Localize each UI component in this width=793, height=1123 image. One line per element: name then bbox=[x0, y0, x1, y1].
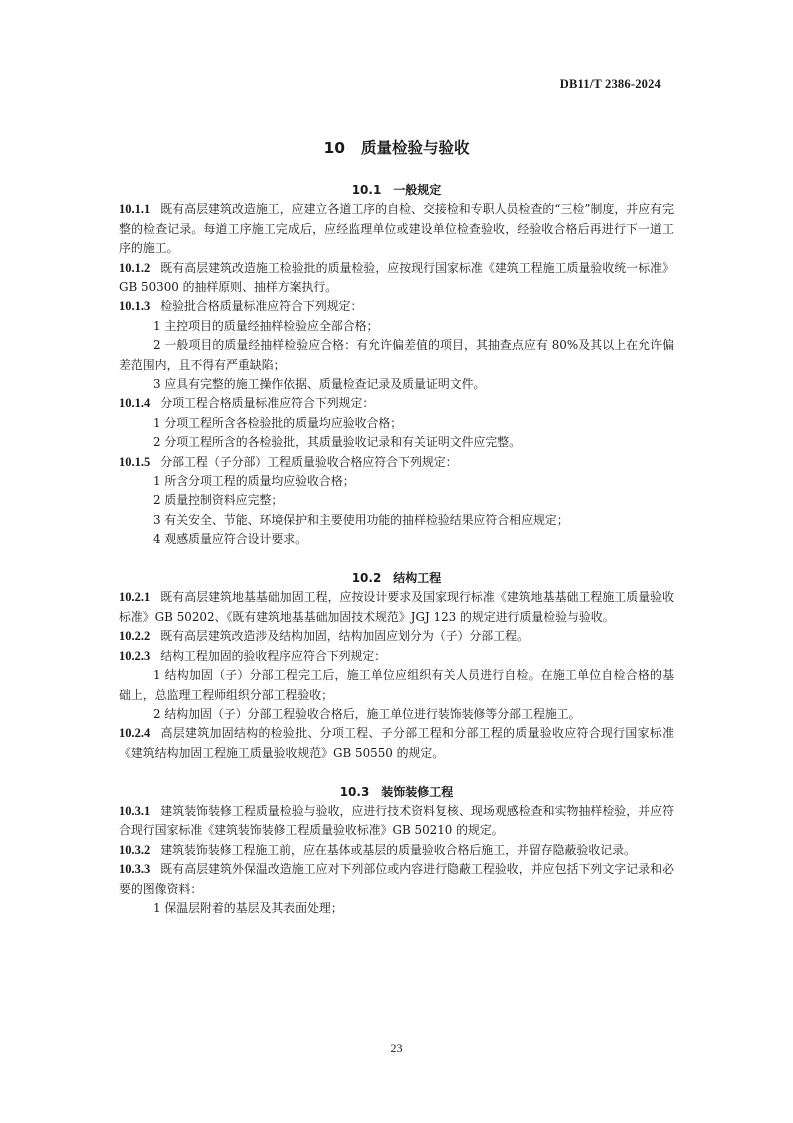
clause-text: 建筑装饰装修工程质量检验与验收，应进行技术资料复核、现场观感检查和实物抽样检验，并应符合现行国家标准《建筑装饰装修工程质量验收标准》GB 50210 的规定。 bbox=[119, 803, 674, 838]
clause-text: 分项工程合格质量标准应符合下列规定： bbox=[160, 396, 375, 411]
clause bbox=[119, 627, 674, 646]
clause-number: 10.1.3 bbox=[119, 299, 151, 314]
clause-number: 10.1.2 bbox=[119, 260, 151, 275]
clause-number: 10.3.1 bbox=[119, 803, 151, 818]
clause-text: 既有高层建筑改造施工，应建立各道工序的自检、交接检和专职人员检查的“三检”制度，并应有完整的检查记录。每道工序施工完成后，应经监理单位或建设单位检查验收，经验收合格后再进行下一道工序的施工。 bbox=[119, 202, 674, 256]
clause bbox=[119, 588, 674, 627]
clause-text: 结构工程加固的验收程序应符合下列规定： bbox=[160, 648, 387, 663]
clause-text: 高层建筑加固结构的检验批、分项工程、子分部工程和分部工程的质量验收应符合现行国家标准《建筑结构加固工程施工质量验收规范》GB 50550 的规定。 bbox=[119, 726, 674, 760]
list-item: 1 保温层附着的基层及其表面处理； bbox=[153, 900, 343, 915]
clause-number: 10.1.4 bbox=[119, 396, 151, 411]
clause-number: 10.2.4 bbox=[119, 726, 151, 741]
clause bbox=[119, 860, 674, 899]
clause-text: 分部工程（子分部）工程质量验收合格应符合下列规定： bbox=[160, 454, 458, 469]
clause-text: 既有高层建筑地基基础加固工程，应按设计要求及国家现行标准《建筑地基基础工程施工质量验收标准》GB 50202、《既有建筑地基基础加固技术规范》JGJ 123 的规定进行质量检验与验收。 bbox=[119, 590, 674, 624]
section-title bbox=[119, 783, 674, 802]
clause-text: 既有高层建筑改造施工检验批的质量检验，应按现行国家标准《建筑工程施工质量验收统一标准》GB 50300 的抽样原则、抽样方案执行。 bbox=[119, 260, 674, 295]
clause-number: 10.1.5 bbox=[119, 454, 151, 469]
clause-number: 10.2.1 bbox=[119, 590, 151, 605]
chapter-title bbox=[0, 136, 793, 158]
clause bbox=[119, 802, 674, 841]
clause bbox=[119, 453, 674, 472]
clause-number: 10.3.3 bbox=[119, 862, 151, 877]
section-number: 10.1 bbox=[351, 183, 382, 197]
list-item: 1 分项工程所含各检验批的质量均应验收合格； bbox=[153, 415, 403, 430]
section-title-text: 装饰装修工程 bbox=[381, 784, 454, 799]
header-standard-code: DB11/T 2386-2024 bbox=[559, 77, 661, 91]
list-item: 1 所含分项工程的质量均应验收合格； bbox=[153, 474, 355, 489]
list-item: 2 结构加固（子）分部工程验收合格后，施工单位进行装饰装修等分部工程施工。 bbox=[153, 706, 581, 721]
chapter-title-text: 质量检验与验收 bbox=[361, 139, 470, 157]
clause-text: 既有高层建筑外保温改造施工应对下列部位或内容进行隐蔽工程验收，并应包括下列文字记录和必要的图像资料： bbox=[119, 862, 674, 896]
section-title-text: 结构工程 bbox=[393, 571, 442, 586]
section-number: 10.3 bbox=[339, 784, 370, 799]
list-item: 1 主控项目的质量经抽样检验应全部合格； bbox=[153, 318, 379, 333]
section-title bbox=[119, 181, 674, 200]
list-item: 3 有关安全、节能、环境保护和主要使用功能的抽样检验结果应符合相应规定； bbox=[153, 512, 569, 527]
clause-text: 既有高层建筑改造涉及结构加固，结构加固应划分为（子）分部工程。 bbox=[160, 629, 529, 644]
clause-text: 检验批合格质量标准应符合下列规定： bbox=[160, 299, 363, 314]
list-item: 4 观感质量应符合设计要求。 bbox=[153, 532, 308, 547]
clause bbox=[119, 647, 674, 666]
clause bbox=[119, 200, 674, 258]
list-item: 2 分项工程所含的各检验批，其质量验收记录和有关证明文件应完整。 bbox=[153, 435, 522, 450]
clause bbox=[119, 841, 674, 860]
section-title-text: 一般规定 bbox=[393, 183, 442, 197]
clause-number: 10.2.2 bbox=[119, 629, 151, 644]
list-item: 2 质量控制资料应完整； bbox=[153, 493, 284, 508]
clause bbox=[119, 259, 674, 298]
clause-text: 建筑装饰装修工程施工前，应在基体或基层的质量验收合格后施工，并留存隐蔽验收记录。 bbox=[160, 842, 636, 857]
clause-number: 10.1.1 bbox=[119, 202, 151, 217]
clause bbox=[119, 724, 674, 763]
list-item: 3 应具有完整的施工操作依据、质量检查记录及质量证明文件。 bbox=[153, 377, 486, 392]
chapter-number: 10 bbox=[323, 139, 346, 157]
list-item: 1 结构加固（子）分部工程完工后，施工单位应组织有关人员进行自检。在施工单位自检合格的基础上，总监理工程师组织分部工程验收； bbox=[119, 668, 674, 702]
section-number: 10.2 bbox=[351, 571, 382, 586]
clause bbox=[119, 394, 674, 413]
clause-number: 10.2.3 bbox=[119, 648, 151, 663]
list-item: 2 一般项目的质量经抽样检验应合格：有允许偏差值的项目，其抽查点应有 80%及其以上在允许偏差范围内，且不得有严重缺陷； bbox=[119, 338, 674, 372]
page-content bbox=[119, 181, 674, 918]
section-title bbox=[119, 569, 674, 588]
clause-number: 10.3.2 bbox=[119, 842, 151, 857]
clause bbox=[119, 297, 674, 316]
page-number: 23 bbox=[390, 1041, 403, 1055]
